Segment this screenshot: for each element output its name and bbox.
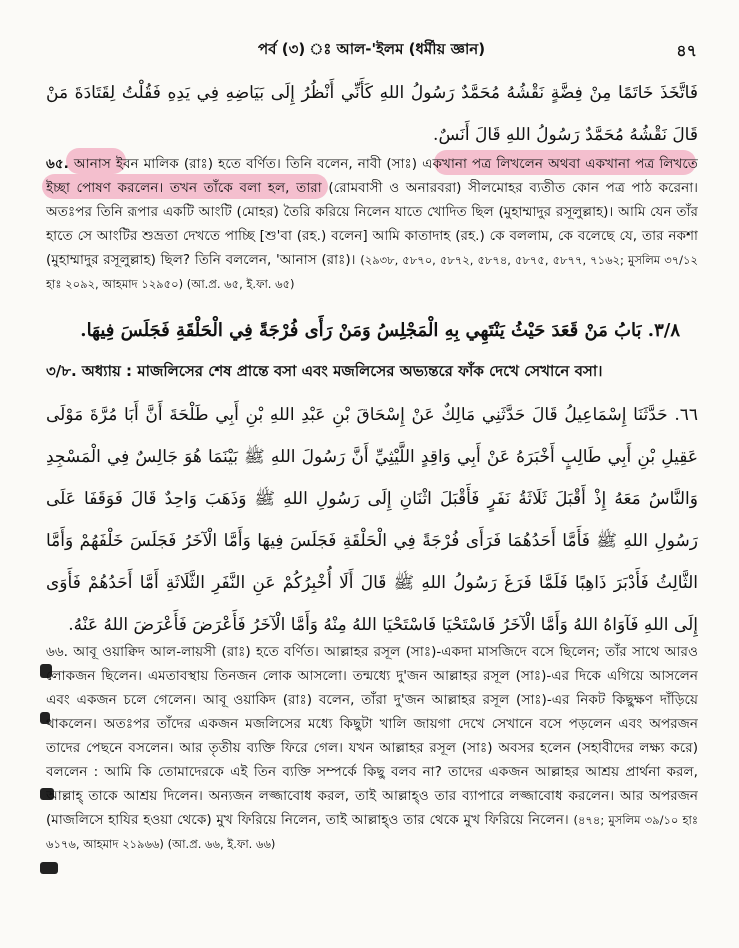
page-header (0, 38, 739, 64)
arabic-text-top: فَاتَّخَذَ خَاتَمًا مِنْ فِضَّةٍ نَقْشُهُ مُحَمَّدٌ رَسُولُ اللهِ كَأَنِّي أَنْظُرُ إِلَى بَيَاضِهِ فِي يَدِهِ فَقُلْتُ لِقَتَادَةَ مَنْ قَالَ نَقْشُهُ مُحَمَّدٌ رَسُولُ اللهِ قَالَ أَنَسٌ. (46, 83, 698, 145)
hadith-65-number: ৬৫. (46, 156, 69, 172)
hadith-65-refs: (২৯৩৮, ৫৮৭০, ৫৮৭২, ৫৮৭৪, ৫৮৭৫, ৫৮৭৭, ৭১৬২; মুসলিম ৩৭/১২ হাঃ ২০৯২, আহমাদ ১২৯৫০) (আ.প্র. ৬৫, ই.ফা. ৬৫) (46, 253, 698, 290)
page-number: ৪৭ (676, 41, 697, 60)
hadith-66-refs: (৪৭৪; মুসলিম ৩৯/১০ হাঃ ৬১৭৬, আহমাদ ২১৯৬৬) (আ.প্র. ৬৬, ই.ফা. ৬৬) (46, 813, 698, 851)
hadith-66-text (46, 640, 698, 890)
arabic-text-66: ٦٦. حَدَّثَنَا إِسْمَاعِيلُ قَالَ حَدَّثَنِي مَالِكٌ عَنْ إِسْحَاقَ بْنِ عَبْدِ اللهِ بْنِ أَبِي طَلْحَةَ أَنَّ أَبَا مُرَّةَ مَوْلَى عَقِيلِ بْنِ أَبِي طَالِبٍ أَخْبَرَهُ عَنْ أَبِي وَاقِدٍ اللَّيْثِيِّ أَنَّ رَسُولَ اللهِ ﷺ بَيْنَمَا هُوَ جَالِسٌ فِي الْمَسْجِدِ وَالنَّاسُ مَعَهُ إِذْ أَقْبَلَ ثَلَاثَةُ نَفَرٍ فَأَقْبَلَ اثْنَانِ إِلَى رَسُولِ اللهِ ﷺ وَذَهَبَ وَاحِدٌ قَالَ فَوَقَفَا عَلَى رَسُولِ اللهِ ﷺ فَأَمَّا أَحَدُهُمَا فَرَأَى فُرْجَةً فِي الْحَلْقَةِ فَجَلَسَ فِيهَا وَأَمَّا الْآخَرُ فَجَلَسَ خَلْفَهُمْ وَأَمَّا الثَّالِثُ فَأَدْبَرَ ذَاهِبًا فَلَمَّا فَرَغَ رَسُولُ اللهِ ﷺ قَالَ أَلَا أُخْبِرُكُمْ عَنِ النَّفَرِ الثَّلَاثَةِ أَمَّا أَحَدُهُمْ فَأَوَى إِلَى اللهِ فَآوَاهُ اللهُ وَأَمَّا الْآخَرُ فَاسْتَحْيَا فَاسْتَحْيَا اللهُ مِنْهُ وَأَمَّا الْآخَرُ فَأَعْرَضَ فَأَعْرَضَ اللهُ عَنْهُ. (46, 405, 698, 635)
chapter-heading-arabic: ٣/٨. بَابُ مَنْ قَعَدَ حَيْثُ يَنْتَهِي بِهِ الْمَجْلِسُ وَمَنْ رَأَى فُرْجَةً فِي الْحَلْقَةِ فَجَلَسَ فِيهَا. (80, 320, 680, 341)
chapter-heading-bengali: ৩/৮. অধ্যায় : মাজলিসের শেষ প্রান্তে বসা এবং মজলিসের অভ্যন্তরে ফাঁক দেখে সেখানে বসা। (46, 362, 603, 380)
chapter-running-title: পর্ব (৩) ঃ আল-'ইলম (ধর্মীয় জ্ঞান) (258, 40, 486, 58)
hadith-65-text (46, 152, 698, 290)
hadith-65-body: আনাস ইবন মালিক (রাঃ) হতে বর্ণিত। তিনি বলেন, নাবী (সাঃ) একখানা পত্র লিখলেন অথবা একখানা পত্র লিখতে ইচ্ছা পোষণ করলেন। তখন তাঁকে বলা হল, তারা (রোমবাসী ও অনারবরা) সীলমোহর ব্যতীত কোন পত্র পাঠ করেনা। অতঃপর তিনি রূপার একটি আংটি (মোহর) তৈরি করিয়ে নিলেন যাতে খোদিত ছিল (মুহাম্মাদুর রসূলুল্লাহ)। আমি যেন তাঁর হাতে সে আংটির শুভ্রতা দেখতে পাচ্ছি [শু'বা (রহ.) বলেন] আমি কাতাদাহ (রহ.) কে বললাম, কে বলেছে যে, তার নকশা (মুহাম্মাদুর রসূলুল্লাহ) ছিল? তিনি বললেন, 'আনাস (রাঃ)। (46, 156, 698, 268)
hadith-66-body: ৬৬. আবূ ওয়াক্বিদ আল-লায়সী (রাঃ) হতে বর্ণিত। আল্লাহর রসূল (সাঃ)-একদা মাসজিদে বসে ছিলেন; তাঁর সাথে আরও লোকজন ছিলেন। এমতাবস্থায় তিনজন লোক আসলো। তন্মধ্যে দু'জন আল্লাহর রসূল (সাঃ)-এর দিকে এগিয়ে আসলেন এবং একজন চলে গেলেন। আবূ ওয়াকিদ (রাঃ) বলেন, তাঁরা দু'জন আল্লাহর রসূল (সাঃ)-এর নিকট কিছুক্ষণ দাঁড়িয়ে থাকলেন। অতঃপর তাঁদের একজন মজলিসের মধ্যে কিছুটা খালি জায়গা দেখে সেখানে বসে পড়লেন এবং অপরজন তাদের পেছনে বসলেন। আর তৃতীয় ব্যক্তি ফিরে গেল। যখন আল্লাহর রসূল (সাঃ) অবসর হলেন (সহাবীদের লক্ষ্য করে) বললেন : আমি কি তোমাদেরকে এই তিন ব্যক্তি সম্পর্কে কিছু বলব না? তাদের একজন আল্লাহর আশ্রয় প্রার্থনা করল, আল্লাহ্ তাকে আশ্রয় দিলেন। অন্যজন লজ্জাবোধ করল, তাই আল্লাহ্ও তার ব্যাপারে লজ্জাবোধ করলেন। আর অপরজন (মাজলিসে হাযির হওয়া থেকে) মুখ ফিরিয়ে নিলেন, তাই আল্লাহ্ও তার থেকে মুখ ফিরিয়ে নিলেন। (46, 644, 698, 828)
